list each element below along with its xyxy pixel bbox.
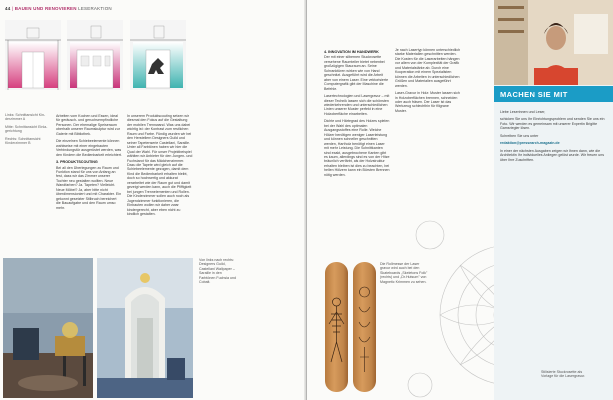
- paragraph: Dichte und Härtegrad des Holzes spielen bei der Wahl des optimalen Ausgangsstoffes eine Rolle. Weiche Hölzer benötigen weniger Laserleistung und können schneller geschnitten werden, Hartholz benötigt einen Laser mit mehr Leistung. Die Schnittkanten sind exakt, ausgebrochene Kanten gibt es kaum, allerdings sind es von der Hitze bräunlich verfärbt, als der Holzstruktur erhalten bleiben ist dies zu beachten, bei hellen Hölzern kann ein Bürsten Brennen nötig werden.: [324, 119, 390, 177]
- text-column-r1: [324, 48, 390, 180]
- panel-title: MACHEN SIE MIT: [494, 86, 613, 102]
- paragraph: In einer der nächsten Ausgaben zeigen wir Ihnen dann, wie die Architektin Ihr individuelles Anliegen gelöst wurde. Wir freuen uns über Ihre Zuschriften.: [500, 148, 605, 162]
- paragraph: In unserem Produktscouting setzen wir diesmal den Fokus auf die Gestaltung der mobilen Trennwand. Was uns dabei wichtig ist: der Kontrast zum restlichen Raum und Farbe. Fündig wurden wir bei den Herstellern Designers Guild und seiner Tapetenserie Castellani, Saraille. Unter all Farbtönen haben wir hier die Qual der Wahl. Für unser Projektbeispiel wählten wir Anbieter für den Jungen- und Fuchsiarot für das Mädchenzimmer. Dazu die Tapete wird gleich auf die Schiebeelemente gezogen, damit dem Kind die Bedienbarkeit erhalten bleibt, doch so hochwertig und akkurat verarbeitet wie der Raum gut und damit gezeigt werden kann, auch die Pfiffigkeit bei jungen Trennelementen und Rollen. Die Kinderzimmer sollen auch noch als Jugendzimmer funktionieren, die Einbauten wollen wir daher zwar kindergerecht, aber eben nicht zu kindlich gestalten.: [127, 114, 193, 216]
- section-heading: 3. PRODUKTSCOUTING: [56, 160, 98, 165]
- photo-caption: Von links nach rechts: Designers Guild, Castellani Wallpaper – Saraille in den Farbtönen Fuchsia und Cobalt.: [199, 258, 236, 285]
- folio-left: [5, 6, 112, 11]
- text-column-r2: [395, 48, 461, 116]
- paragraph: Lasertechnologien und Lasergravur – mit dieser Technik lassen sich die schönsten wiederkehrenden und unterschiedlichen Linien unserer Muster perfekt in eine Holzoberfläche einarbeiten.: [324, 94, 390, 116]
- caption-right: Rechts: Schnittansicht Kinderzimmer B: [5, 136, 41, 146]
- section-subtitle: LESERAKTION: [78, 6, 112, 11]
- paragraph: Arbeiten vom Kochen und Essen, ideal für geräusch- und geruchsempfindliche Personen. Der ehemalige Speiseraum oberhalb unserer Raumskulptur wird zur Galerie mit Bibliothek.: [56, 114, 120, 136]
- paragraph: Schreiben Sie uns unter: [500, 133, 539, 138]
- section-diagram-c: [130, 20, 186, 90]
- contact-email-link[interactable]: redaktion@pressearch-magazin.de: [500, 141, 560, 146]
- section-diagram-a: [5, 20, 61, 90]
- paragraph: Die einzelnen Schiebeelemente können wahlweise mit einer eingebauten Verbindungstür ausgerüstet werden, was den Kindern die Bedienbarkeit erleichtert.: [56, 139, 122, 157]
- salutation: Liebe Leserinnen und Leser,: [500, 110, 546, 114]
- skateboard-caption: Die Rollmesse der Laser gravur wird auch bei den Skateboards „Skeletons Folk" (rechts) und „Dr.Hutsum" von Magnetic Krimmen zu sehen.: [380, 262, 428, 284]
- caption-left: Links: Schnittansicht Kin- derzimmer A: [5, 113, 46, 122]
- diagram-captions: [5, 113, 51, 148]
- caption-middle: Mitte: Schnittansicht Einla- gerichtung: [5, 124, 48, 134]
- text-column-a: [56, 114, 122, 213]
- text-column-b: [127, 114, 193, 219]
- paragraph: Der mit einer silbernen Stuckrosette versehene Raumteiler bietet nebenbei großzügigen Stauraum an. Seine Schranktüren wirken wie von Hand geschnitzt. Ausgeführt wird die Arbeit aber von einem Laser. Eine vektorisierte Computergrafik gibt der Maschine die Befehle.: [324, 55, 389, 91]
- skateboard-skeleton: [325, 262, 348, 392]
- room-photo-doorway: [97, 258, 193, 398]
- reader-action-panel: [494, 0, 613, 400]
- folio-separator: |: [11, 6, 14, 11]
- paragraph: Bei all den Überlegungen zu Raum und Funktion stand für uns von Anfang an fest, dass wir das Zimmer unserer Tochter neu gestalten wollten. Neue Wandfarben? Ja. Tapeten? Vielleicht. Neue Möbel? Ja, aber bitte nicht überdimensioniert und mit Charakter. Ein gekonnt gesetzter Stilbruch bereichert die Bauaufgabe und den Raum umso mehr.: [56, 165, 122, 210]
- section-diagram-b: [67, 20, 123, 90]
- panel-text: [500, 110, 608, 165]
- paragraph: schicken Sie uns Ihr Einrichtungsproblem und senden Sie uns ein Foto. Wir werden es gemeinsam mit unserer Expertin Brigitte Gamsriegler lösen.: [500, 117, 605, 131]
- paragraph: Laser-Gravur in Holz: Muster lassen sich in Holzoberflächen brennen, schneiden oder auch fräsen. Der Laser ist das Werkzeug schlechthin für filigrane Muster.: [395, 91, 460, 113]
- rosette-caption: Stilisierte Stuckrosette als Vorlage für die Lasergravur.: [541, 370, 586, 379]
- architect-photo: [494, 0, 613, 85]
- section-title: BAUEN UND RENOVIEREN: [14, 6, 77, 11]
- skateboard-pattern: [353, 262, 376, 392]
- paragraph: Je nach Lasertyp können unterschiedlich starke Materialien geschnitten werden. Die Kosten für die Laserarbeiten hängen vor allem von der Komplexität der Grafik und Materialstärke ab. Durch eine Kooperation mit einem Spezialisten können die Arbeiten in unterschiedlichen Größen und Materialien ausgeführt werden.: [395, 48, 461, 88]
- left-page: [0, 0, 306, 400]
- room-photo-blue-wall: [3, 258, 93, 398]
- section-heading: 4. INNOVATION IM HANDWERK: [324, 50, 379, 54]
- page-number-left: 44: [5, 6, 11, 11]
